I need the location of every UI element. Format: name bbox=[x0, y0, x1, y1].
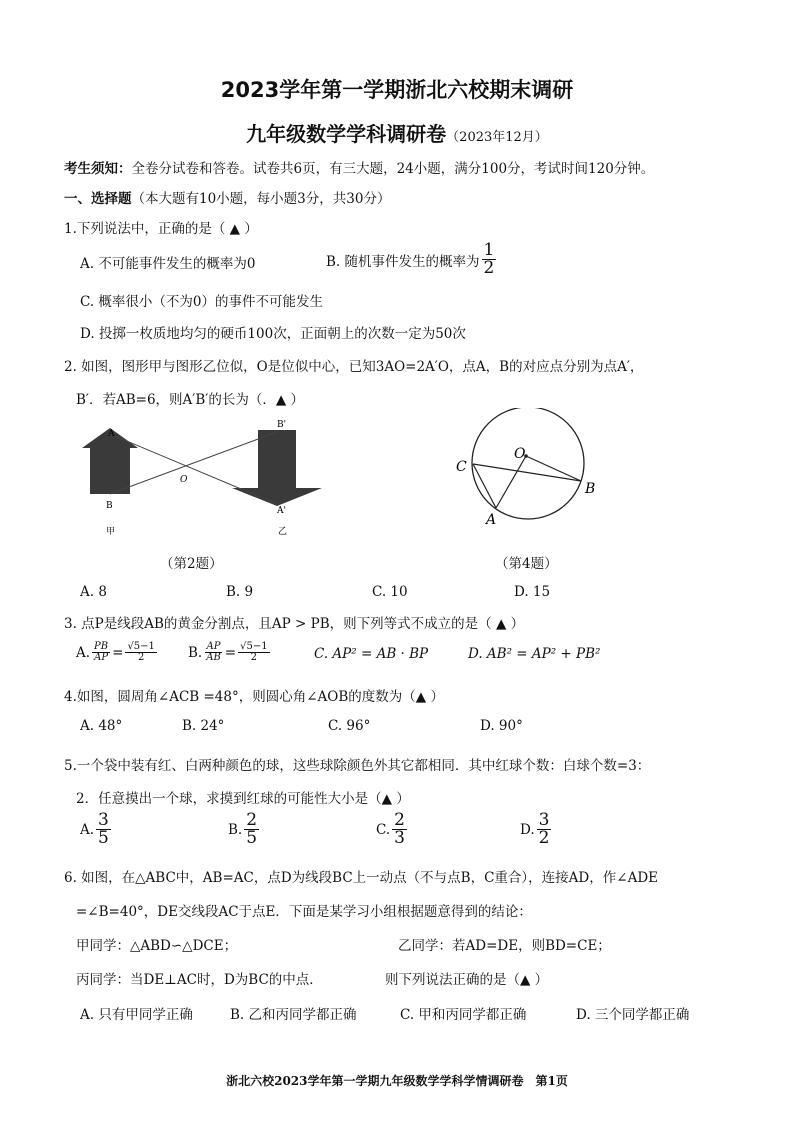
q3-option-c: C. AP² = AB · BP bbox=[314, 646, 429, 662]
exam-notice bbox=[64, 157, 654, 177]
q5-option-d bbox=[520, 812, 553, 847]
line-b-to-b-prime bbox=[110, 432, 277, 494]
q1-answer-blank: （ ▲ ） bbox=[211, 221, 258, 237]
fraction-denominator: 3 bbox=[394, 828, 405, 848]
circle-o bbox=[472, 408, 584, 519]
fraction-numerator: √5−1 bbox=[240, 641, 268, 652]
question-1-stem bbox=[64, 217, 258, 237]
q3-option-a bbox=[76, 642, 159, 663]
option-fraction bbox=[537, 812, 552, 847]
q4-option-b: B. 24° bbox=[182, 718, 225, 734]
label-jia: 甲 bbox=[106, 527, 116, 537]
question-2-line2: B′．若AB=6，则A′B′的长为（．▲ ） bbox=[76, 392, 305, 408]
q2-figure bbox=[74, 414, 334, 544]
q2-figure-caption: （第2题） bbox=[160, 556, 223, 572]
q1-option-c: C. 概率很小（不为0）的事件不可能发生 bbox=[80, 294, 324, 310]
fraction-numerator: PB bbox=[94, 641, 109, 652]
radius-oa bbox=[496, 456, 526, 508]
q4-option-d: D. 90° bbox=[480, 718, 523, 734]
label-a: A bbox=[108, 429, 115, 439]
exam-title: 2023学年第一学期浙北六校期末调研 bbox=[220, 78, 574, 102]
q6-conclusion-jia: 甲同学：△ABD∽△DCE； bbox=[76, 938, 238, 954]
q4-figure bbox=[450, 408, 610, 538]
option-label: B. bbox=[228, 821, 243, 838]
fraction-denominator: 2 bbox=[483, 258, 495, 278]
subject-title: 九年级数学学科调研卷 bbox=[246, 122, 447, 146]
label-o: O bbox=[180, 475, 188, 485]
equals-sign: = bbox=[112, 644, 124, 661]
question-3-stem: 3. 点P是线段AB的黄金分割点，且AP > PB，则下列等式不成立的是（ ▲ ） bbox=[64, 616, 525, 632]
q6-question: 则下列说法正确的是（▲ ） bbox=[385, 972, 549, 988]
q1-option-b-text: B. 随机事件发生的概率为 bbox=[326, 253, 480, 270]
section-note: （本大题有10小题，每小题3分，共30分） bbox=[131, 191, 391, 207]
option-b-rhs-fraction bbox=[238, 642, 269, 663]
fraction-denominator: 5 bbox=[98, 828, 109, 848]
chord-cb bbox=[473, 464, 581, 481]
q1-stem-text: 1.下列说法中，正确的是 bbox=[64, 221, 212, 237]
q4-option-a: A. 48° bbox=[80, 718, 123, 734]
section-heading bbox=[64, 187, 390, 207]
q2-option-a: A. 8 bbox=[80, 584, 107, 600]
option-label: B. bbox=[188, 644, 203, 661]
fraction-denominator: 2 bbox=[137, 652, 145, 663]
q1-option-d: D. 投掷一枚质地均匀的硬币100次，正面朝上的次数一定为50次 bbox=[80, 326, 466, 342]
page-footer: 浙北六校2023学年第一学期九年级数学学科学情调研卷 第1页 bbox=[226, 1074, 568, 1088]
q5-option-a bbox=[80, 812, 113, 847]
fraction-denominator: AB bbox=[206, 652, 221, 663]
exam-subtitle bbox=[0, 118, 794, 147]
fraction-numerator: AP bbox=[206, 641, 221, 652]
option-label: A. bbox=[76, 644, 91, 661]
label-b-prime: B' bbox=[277, 420, 287, 430]
fraction-numerator: 3 bbox=[538, 810, 550, 830]
question-6-line2: =∠B=40°，DE交线段AC于点E．下面是某学习小组根据题意得到的结论： bbox=[76, 904, 532, 920]
exam-date: （2023年12月） bbox=[446, 130, 548, 145]
fraction-denominator: 2 bbox=[250, 652, 258, 663]
fraction-numerator: 1 bbox=[483, 240, 495, 260]
q5-option-c bbox=[376, 812, 409, 847]
fraction-numerator: 3 bbox=[98, 810, 109, 830]
label-yi: 乙 bbox=[278, 527, 288, 537]
fraction-denominator: AP bbox=[94, 652, 109, 663]
label-a: A bbox=[486, 512, 497, 528]
question-5-line2: 2．任意摸出一个球，求摸到红球的可能性大小是（▲ ） bbox=[76, 791, 410, 807]
q6-option-b: B. 乙和丙同学都正确 bbox=[230, 1007, 357, 1023]
figure-yi-arrow bbox=[232, 430, 322, 506]
q2-option-d: D. 15 bbox=[514, 584, 551, 600]
option-b-lhs-fraction bbox=[204, 642, 223, 663]
option-label: D. bbox=[520, 821, 535, 838]
q5-option-b bbox=[228, 812, 261, 847]
q6-option-a: A. 只有甲同学正确 bbox=[80, 1007, 193, 1023]
q3-option-b bbox=[188, 642, 272, 663]
q3-option-d: D. AB² = AP² + PB² bbox=[468, 646, 601, 662]
label-a-prime: A' bbox=[277, 506, 286, 516]
label-o: O bbox=[514, 446, 526, 462]
q1-option-b bbox=[326, 242, 498, 277]
equals-sign: = bbox=[224, 644, 237, 661]
q4-option-c: C. 96° bbox=[328, 718, 371, 734]
q6-conclusion-yi: 乙同学：若AD=DE，则BD=CE； bbox=[398, 938, 611, 954]
option-a-rhs-fraction bbox=[125, 642, 156, 663]
label-b: B bbox=[585, 481, 596, 497]
line-a-to-a-prime bbox=[110, 434, 277, 504]
q6-conclusion-bing: 丙同学：当DE⊥AC时，D为BC的中点． bbox=[76, 972, 323, 988]
option-fraction bbox=[244, 812, 259, 847]
option-label: C. bbox=[376, 821, 391, 838]
option-fraction bbox=[392, 812, 407, 847]
option-label: A. bbox=[80, 821, 95, 838]
question-6-line1: 6. 如图，在△ABC中，AB=AC，点D为线段BC上一动点（不与点B，C重合），连接AD，作∠ADE bbox=[64, 870, 658, 886]
notice-text: 全卷分试卷和答卷。试卷共6页，有三大题，24小题，满分100分，考试时间120分钟。 bbox=[131, 161, 655, 177]
q6-option-d: D. 三个同学都正确 bbox=[576, 1007, 690, 1023]
fraction-numerator: 2 bbox=[246, 810, 258, 830]
fraction-denominator: 5 bbox=[246, 828, 258, 848]
fraction-denominator: 2 bbox=[538, 828, 550, 848]
label-c: C bbox=[456, 459, 467, 475]
q1-option-a: A. 不可能事件发生的概率为0 bbox=[80, 256, 256, 272]
option-fraction bbox=[96, 812, 111, 847]
section-title: 一、选择题 bbox=[64, 191, 132, 207]
question-4-stem: 4.如图，圆周角∠ACB =48°，则圆心角∠AOB的度数为（▲ ） bbox=[64, 689, 444, 705]
notice-label: 考生须知： bbox=[64, 161, 132, 177]
q1-option-b-fraction bbox=[482, 242, 497, 277]
question-2-line1: 2. 如图，图形甲与图形乙位似，O是位似中心，已知3AO=2A′O，点A，B的对应点分别为点A′， bbox=[64, 359, 644, 375]
fraction-numerator: 2 bbox=[394, 810, 405, 830]
fraction-numerator: √5−1 bbox=[127, 641, 155, 652]
q2-option-c: C. 10 bbox=[372, 584, 408, 600]
label-b: B bbox=[106, 501, 113, 511]
q4-figure-caption: （第4题） bbox=[495, 556, 558, 572]
q2-option-b: B. 9 bbox=[226, 584, 254, 600]
q6-option-c: C. 甲和丙同学都正确 bbox=[400, 1007, 527, 1023]
question-5-line1: 5.一个袋中装有红、白两种颜色的球，这些球除颜色外其它都相同．其中红球个数：白球个数=3： bbox=[64, 758, 651, 774]
option-a-lhs-fraction bbox=[92, 642, 110, 663]
